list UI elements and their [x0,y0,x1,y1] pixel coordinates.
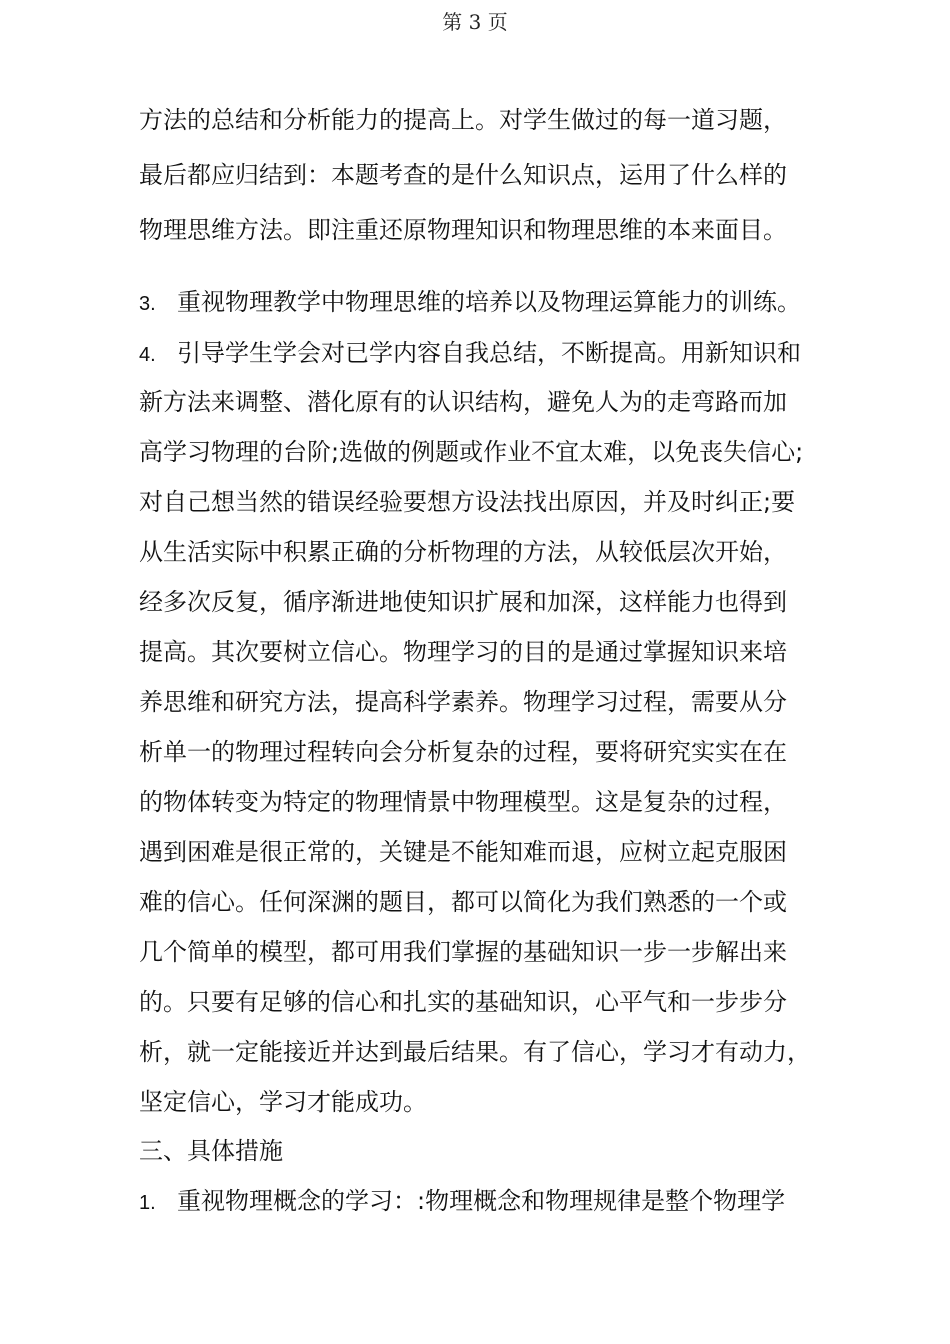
text-line: 的物体转变为特定的物理情景中物理模型。这是复杂的过程， [139,788,787,816]
text-line: 坚定信心，学习才能成功。 [139,1088,427,1116]
text-line: 重视物理概念的学习：:物理概念和物理规律是整个物理学 [177,1187,786,1215]
text-line: 重视物理教学中物理思维的培养以及物理运算能力的训练。 [177,288,801,316]
text-line: 新方法来调整、潜化原有的认识结构，避免人为的走弯路而加 [139,388,787,416]
list-number: 4. [139,344,156,366]
text-line: 方法的总结和分析能力的提高上。对学生做过的每一道习题， [139,106,787,134]
page-number: 第 3 页 [442,10,508,34]
text-line: 高学习物理的台阶;选做的例题或作业不宜太难，以免丧失信心; [139,438,804,466]
text-line: 析，就一定能接近并达到最后结果。有了信心，学习才有动力， [139,1038,811,1066]
list-item-1 [139,1185,785,1219]
text-line: 几个简单的模型，都可用我们掌握的基础知识一步一步解出来 [139,938,787,966]
text-line: 的。只要有足够的信心和扎实的基础知识，心平气和一步步分 [139,988,787,1016]
list-item-3 [139,286,801,320]
list-item-4 [139,337,801,371]
text-line: 物理思维方法。即注重还原物理知识和物理思维的本来面目。 [139,216,787,244]
text-line: 难的信心。任何深渊的题目，都可以简化为我们熟悉的一个或 [139,888,787,916]
text-line: 经多次反复，循序渐进地使知识扩展和加深，这样能力也得到 [139,588,787,616]
text-line: 最后都应归结到：本题考查的是什么知识点，运用了什么样的 [139,161,787,189]
section-heading: 三、具体措施 [139,1137,283,1165]
list-number: 1. [139,1192,156,1214]
text-line: 遇到困难是很正常的，关键是不能知难而退，应树立起克服困 [139,838,787,866]
list-number: 3. [139,293,156,315]
text-line: 从生活实际中积累正确的分析物理的方法，从较低层次开始， [139,538,787,566]
text-line: 提高。其次要树立信心。物理学习的目的是通过掌握知识来培 [139,638,787,666]
text-line: 养思维和研究方法，提高科学素养。物理学习过程，需要从分 [139,688,787,716]
text-line: 对自己想当然的错误经验要想方设法找出原因，并及时纠正;要 [139,488,796,516]
text-line: 引导学生学会对已学内容自我总结，不断提高。用新知识和 [177,339,801,367]
text-line: 析单一的物理过程转向会分析复杂的过程，要将研究实实在在 [139,738,787,766]
